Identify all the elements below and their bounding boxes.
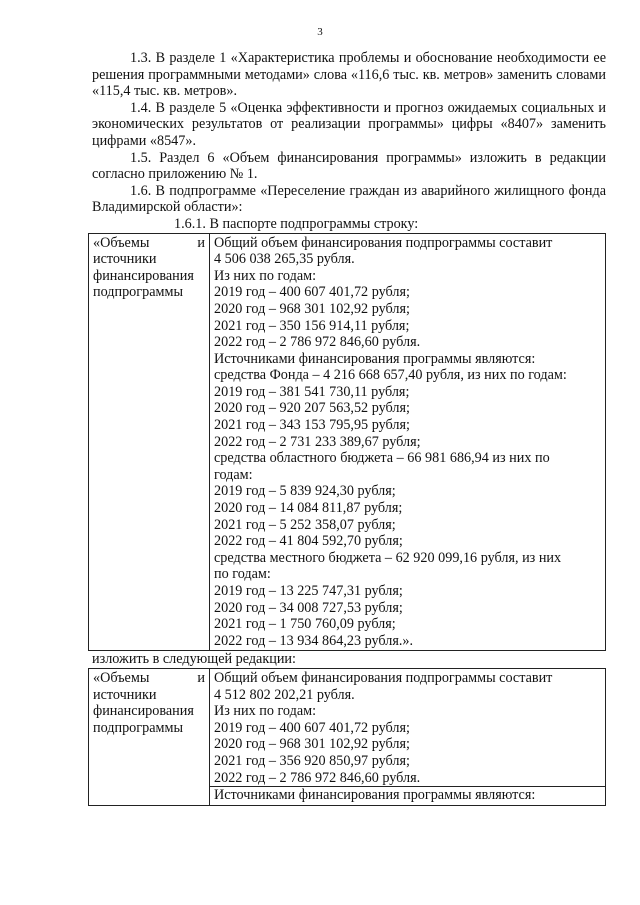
label-line: финансирования [93, 703, 194, 720]
content-line: 2020 год – 968 301 102,92 рубля; [214, 736, 410, 753]
content-line: 2020 год – 968 301 102,92 рубля; [214, 300, 410, 317]
page-number: 3 [317, 26, 323, 38]
content-line: Из них по годам: [214, 267, 317, 284]
label-line: и [197, 669, 205, 686]
content-line: 2019 год – 400 607 401,72 рубля; [214, 284, 410, 301]
content-line: 2022 год – 2 786 972 846,60 рубля. [214, 334, 421, 351]
content-line: по годам: [214, 566, 271, 583]
content-line: средства Фонда – 4 216 668 657,40 рубля, из них по годам: [214, 367, 567, 384]
content-line: 2022 год – 2 786 972 846,60 рубля. [214, 769, 421, 786]
content-line: 2021 год – 1 750 760,09 рубля; [214, 616, 396, 633]
row-content-cell [210, 668, 606, 805]
content-line: 2019 год – 381 541 730,11 рубля; [214, 383, 410, 400]
label-line: «Объемы [93, 234, 150, 251]
content-line: 2022 год – 41 804 592,70 рубля; [214, 533, 403, 550]
content-line: 2021 год – 350 156 914,11 рубля; [214, 317, 410, 334]
paragraph-1-4: 1.4. В разделе 5 «Оценка эффективности и прогноз ожидаемых социальных и экономических результатов от реализации программы» цифры «8407» заменить цифрами «8547». [92, 99, 606, 149]
label-line: источники [93, 251, 157, 268]
content-line: 2019 год – 13 225 747,31 рубля; [214, 583, 403, 599]
row-label-cell [89, 668, 210, 805]
paragraph-1-6: 1.6. В подпрограмме «Переселение граждан из аварийного жилищного фонда Владимирской области»: [92, 182, 606, 216]
content-line: 2022 год – 13 934 864,23 рубля.». [214, 632, 414, 649]
label-line: и [197, 234, 205, 251]
passport-table-old [88, 233, 606, 652]
document-body [92, 50, 606, 806]
content-line: 2019 год – 5 839 924,30 рубля; [214, 483, 396, 500]
content-line: 2020 год – 34 008 727,53 рубля; [214, 599, 403, 616]
row-label-cell [89, 233, 210, 651]
content-line: 2019 год – 400 607 401,72 рубля; [214, 719, 410, 736]
content-line: 2020 год – 14 084 811,87 рубля; [214, 500, 403, 517]
passport-table-new [88, 668, 606, 806]
label-line: «Объемы [93, 669, 150, 686]
label-line: источники [93, 686, 157, 703]
content-line: Общий объем финансирования подпрограммы составит [214, 234, 553, 251]
content-line: Общий объем финансирования подпрограммы составит [214, 669, 553, 686]
label-line: финансирования [93, 267, 194, 284]
label-line: подпрограммы [93, 719, 183, 736]
between-tables-text: изложить в следующей редакции: [92, 651, 296, 668]
table-row [89, 668, 606, 805]
content-line: 2020 год – 920 207 563,52 рубля; [214, 400, 410, 417]
subparagraph-1-6-1: 1.6.1. В паспорте подпрограммы строку: [174, 215, 419, 232]
content-line: Из них по годам: [214, 703, 317, 720]
content-line: 2021 год – 343 153 795,95 рубля; [214, 417, 410, 434]
label-line: подпрограммы [93, 284, 183, 301]
content-line: 2022 год – 2 731 233 389,67 рубля; [214, 433, 421, 450]
content-line: Источниками финансирования программы являются: [214, 350, 536, 367]
content-line: Источниками финансирования программы являются: [210, 786, 605, 804]
paragraph-1-5: 1.5. Раздел 6 «Объем финансирования программы» изложить в редакции согласно приложению № 1. [92, 149, 606, 183]
content-line: 2021 год – 5 252 358,07 рубля; [214, 516, 396, 533]
content-line: 2021 год – 356 920 850,97 рубля; [214, 752, 410, 769]
paragraph-1-3: 1.3. В разделе 1 «Характеристика проблемы и обоснование необходимости ее решения программными методами» слова «116,6 тыс. кв. метров» заменить словами «115,4 тыс. кв. метров». [92, 50, 606, 100]
table-row [89, 233, 606, 651]
content-line: годам: [214, 466, 253, 483]
content-line: средства областного бюджета – 66 981 686,94 из них по [214, 450, 550, 467]
content-line: 4 512 802 202,21 рубля. [214, 686, 355, 703]
content-line: средства местного бюджета – 62 920 099,16 рубля, из них [214, 549, 562, 566]
row-content-cell [210, 233, 606, 651]
content-line: 4 506 038 265,35 рубля. [214, 251, 355, 268]
